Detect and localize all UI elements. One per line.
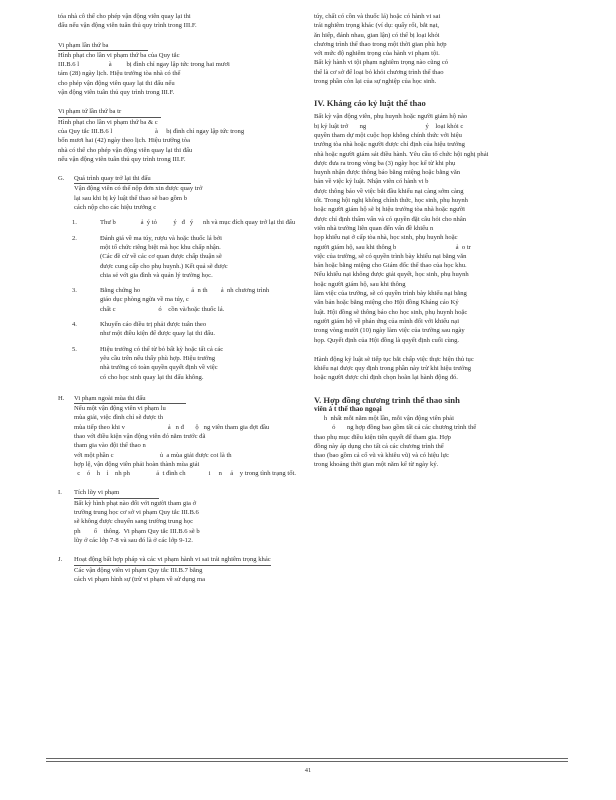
section-g [58,174,308,212]
text-line: Vận động viên có thể nộp đơn xin được quay trở [74,185,203,193]
list-item-line: chất c ó cồn và/hoặc thuốc lá. [100,305,225,313]
section-v-heading-line1: V. Hợp đồng chương trình thể thao sinh [314,394,460,405]
text-line: Hình phạt cho lần vi phạm thứ ba của Quy tắc [58,51,180,59]
text-line: với mức độ nghiêm trọng của hành vi phạm tội. [314,50,440,58]
text-line: thể là cơ sở để loại bỏ khỏi chương trình thể thao [314,68,444,76]
section-v-heading [314,395,568,405]
list-item [58,320,308,339]
text-line: việc của trường, sẽ có quyền trình bày khiếu nại bằng văn [314,252,467,260]
list-item-number: 3. [72,287,77,295]
section-g-label: G. [58,175,65,183]
text-line: người giám hộ, sau khi thông b ả o tr [314,243,471,251]
text-line: Hành động kỷ luật sẽ tiếp tục bắt chấp việc thực hiện thủ tục [314,355,474,363]
text-line: văn bản hoặc bằng miệng cho Hội đồng Kháng cáo Kỷ [314,299,459,307]
text-line: thao với điều kiện vận động viên đó nằm trước đã [74,432,206,440]
section-iv-heading: IV. Kháng cáo kỷ luật thể thao [314,98,426,109]
section-h-text [74,404,308,478]
list-item [58,218,308,227]
text-line: hoặc người được chỉ định chọn hoãn lại hành động đó. [314,374,458,382]
text-line: nhà có thể cho phép vận động viên quay lại thi đấu [58,146,193,154]
list-item-line: như một điều kiện để được quay lại thi đấu. [100,330,216,338]
list-item-line: được cung cấp cho phụ huynh.) Kết quả sẽ được [100,262,228,270]
violation-fourth-text [58,118,308,164]
right-column [314,12,568,470]
text-line: được thông báo về việc bắt đầu khiếu nại càng sớm càng [314,187,464,195]
section-j-text [74,566,308,585]
text-line: ăn hiếp, đánh nhau, gian lận) có thể bị loại khỏi [314,31,440,39]
text-line: bản hoặc bằng miệng cho Giám đốc thể thao của học khu. [314,262,467,270]
text-line: được chỉ định thẩm vấn và có quyền đặt câu hỏi cho nhân [314,215,467,223]
text-line: tốt. Trong hội nghị không chính thức, học sinh, phụ huynh [314,197,468,205]
list-item-line: yêu cầu trên nếu thấy phù hợp. Hiệu trưởng [100,354,216,362]
section-v-heading-line2: viên ả t thể thao ngoại [314,404,382,413]
text-line: chương trình thể thao trong một thời gian phù hợp [314,40,447,48]
text-line: khiếu nại được quy định trong phần này trừ khi hiệu trưởng [314,365,472,373]
section-h-label: H. [58,394,65,402]
text-line: quyền tham dự một cuộc họp không chính thức với hiệu [314,131,462,139]
list-item-line: một tổ chức riêng biệt mà học khu chấp nhận. [100,243,221,251]
section-i [58,488,308,545]
text-line: túy, chất có cồn và thuốc lá) hoặc có hành vi sai [314,13,441,20]
text-line: họp. Quyết định của Hội đồng là quyết định cuối cùng. [314,336,460,344]
text-line: trong phần còn lại của sự nghiệp của học sinh. [314,78,437,86]
left-column [58,12,308,584]
text-line: tham gia vào đội thể thao n [74,442,146,450]
section-g-list [58,218,308,381]
text-line: huynh nhận được thông báo bằng miệng hoặc bằng văn [314,169,461,177]
text-line: vận động viên tuân thủ quy trình trong III.F. [58,89,175,97]
text-line: nếu vận động viên tuân thủ quy trình trong III.F. [58,155,186,163]
list-item [58,345,308,382]
text-line: Nếu một vận động viên vi phạm lu [74,405,166,413]
text-line: tóa nhà cô thể cho phép vận động viên quay lại thi [58,13,191,20]
text-line: nhà hoặc người giám sát điều hành. Yêu cầu tổ chức hội nghị phải [314,150,489,158]
text-line: được đưa ra trong vòng ba (3) ngày học kể từ khi phụ [314,159,456,167]
violation-fourth-heading: Vi phạm tứ lần thứ ba tr [58,107,161,117]
list-item-number: 2. [72,234,77,242]
list-item-line: Thư b ả ý tỏ ý đ ý nh và mục đích quay trở lại thi đấu [100,219,296,227]
text-line: cách vi phạm hình sự (trừ vi phạm về sử dụng ma [74,575,206,583]
section-i-label: I. [58,489,62,497]
left-intro [58,12,308,31]
text-line: ỏ ng hợp đồng bao gồm tất cả các chương trình thể [314,424,477,432]
section-iv-paragraph-1 [314,112,568,344]
text-line: với một phần c ủ a mùa giải được coi là th [74,451,232,459]
text-line: trưởng tòa nhà hoặc người được chỉ định của hiệu trưởng [314,141,465,149]
text-line: III.B.6 l à bị đình chỉ ngay lập tức trong hai mươi [58,61,230,69]
list-item-line: Hiệu trưởng có thể từ bỏ bất kỳ hoặc tất cả các [100,345,224,353]
right-intro [314,12,568,86]
text-line: trường trung học cơ sở vi phạm Quy tắc III.B.6 [74,509,199,517]
list-item-number: 4. [72,321,77,329]
footer-rule-top [46,758,568,759]
text-line: lũy ở các lớp 7-8 và sau đó là ở các lớp 9-12. [74,536,193,544]
text-line: hoặc người giám hộ sẽ bị hiệu trưởng tòa nhà hoặc người [314,206,466,214]
list-item-line: nhà trường có toàn quyền quyết định về việc [100,364,218,372]
text-line: bị kỷ luật trở ng ý loại khỏi c [314,122,464,130]
section-g-heading: Quá trình quay trở lại thi đấu [74,174,191,184]
text-line: Các vận động viên vi phạm Quy tắc III.B.7 bằng [74,566,203,574]
text-line: viên nhà trường liên quan đến vấn đề khiếu n [314,224,434,232]
text-line: trong khoảng thời gian một năm kể từ ngày ký. [314,461,439,469]
list-item-line: Đánh giá về ma túy, rượu và hoặc thuốc lá bởi [100,234,222,242]
section-h-heading: Vi phạm ngoài mùa thi đấu [74,394,186,404]
text-line: h nhất mỗi năm một lần, mỗi vận động viên phải [314,414,454,422]
text-line: thao (bao gồm cả cổ vũ và khiêu vũ) và có hiệu lực [314,452,450,460]
list-item-line: có cho học sinh quay lại thi đấu không. [100,373,204,381]
text-line: Bất kỳ hành vi tội phạm nghiêm trọng nào cũng có [314,59,449,67]
section-v-text [314,414,568,470]
footer-rule-bottom [46,761,568,762]
violation-fourth-block [58,107,308,164]
text-line: tám (28) ngày lịch. Hiệu trưởng tòa nhà có thể [58,70,181,78]
text-line: mùa tiếp theo khi v ả n đ ộ ng viên tham gia đợt đầu [74,423,270,431]
text-line: cho phép vận động viên quay lại thi đấu nếu [58,79,175,87]
text-line: sẽ không được chuyển sang trường trung học [74,518,194,526]
text-line: hoặc người giám hộ, sau khi thông [314,280,406,288]
text-line: của Quy tắc III.B.6 l à bị đình chỉ ngay lập tức trong [58,127,245,135]
page-number: 41 [304,767,312,774]
text-line: họp khiếu nại ở cấp tòa nhà, học sinh, phụ huynh hoặc [314,234,458,242]
text-line: mùa giải, việc đình chỉ sẽ được th [74,414,164,422]
section-iv-paragraph-2 [314,355,568,383]
text-line: c ó h ỉ nh ph ả t đình ch i n ả y trong tình trạng tốt. [74,470,296,478]
list-item-line: Khuyến cáo điều trị phải được tuân theo [100,321,207,329]
list-item-number: 1. [72,219,77,227]
text-line: Bất kỳ hình phạt nào đối với người tham gia ở [74,499,197,507]
list-item-number: 5. [72,345,77,353]
section-i-text [74,499,308,545]
section-i-heading: Tích lũy vi phạm [74,488,159,498]
text-line: ph ổ thông. Vi phạm Quy tắc III.B.6 sẽ b [74,527,200,535]
section-h [58,394,308,479]
list-item [58,286,308,314]
text-line: cách nộp cho các hiệu trưởng c [74,204,157,212]
text-line: trái nghiêm trọng khác (ví dụ: quấy rối, bắt nạt, [314,22,440,30]
text-line: trong vòng mười (10) ngày làm việc của trường sau ngày [314,327,465,335]
text-line: đấu nếu vận động viên tuân thủ quy trình trong III.F. [58,22,197,30]
section-j-label: J. [58,556,63,564]
text-line: bản về việc kỷ luật. Nhận viên có hành vi b [314,178,429,186]
list-item-line: giáo dục phòng ngừa về ma túy, c [100,296,189,304]
violation-third-heading: Vi phạm lần thứ ba [58,41,148,51]
list-item [58,234,308,280]
violation-third-block [58,41,308,98]
text-line: luật. Hội đồng sẽ thông báo cho học sinh, phụ huynh hoặc [314,308,468,316]
text-line: Bất kỳ vận động viên, phụ huynh hoặc người giám hộ nào [314,113,468,121]
text-line: Nếu khiếu nại không được giải quyết, học sinh, phụ huynh [314,271,469,279]
text-line: lại sau khi bị kỷ luật thể thao sẽ bao gồm b [74,194,187,202]
text-line: làm việc của trường, sẽ có quyền trình bày khiếu nại bằng [314,290,467,298]
text-line: hợp lệ, vận động viên phải hoàn thành mùa giải [74,460,200,468]
text-line: thao phụ mục điều kiện tiên quyết để tham gia. Hợp [314,433,451,441]
text-line: người giám hộ về phán ứng của mình đối với khiếu nại [314,317,460,325]
violation-third-text [58,51,308,97]
section-j [58,555,308,584]
section-g-text [74,184,308,212]
section-j-heading: Hoạt động bất hợp pháp và các vi phạm hành vi sai trái nghiêm trọng khác [74,555,271,565]
text-line: đồng này áp dụng cho tất cả các chương trình thể [314,442,444,450]
text-line: bốn mươi hai (42) ngày theo lịch. Hiệu trưởng tòa [58,137,191,145]
list-item-line: (Các đề cử về các cơ quan được chấp thuận sẽ [100,253,222,261]
list-item-line: chia sẻ với gia đình và quản lý trường học. [100,271,213,279]
list-item-line: Bằng chứng ho ả n th ả nh chương trình [100,287,270,295]
text-line: Hình phạt cho lần vi phạm thứ ba & c [58,118,158,126]
